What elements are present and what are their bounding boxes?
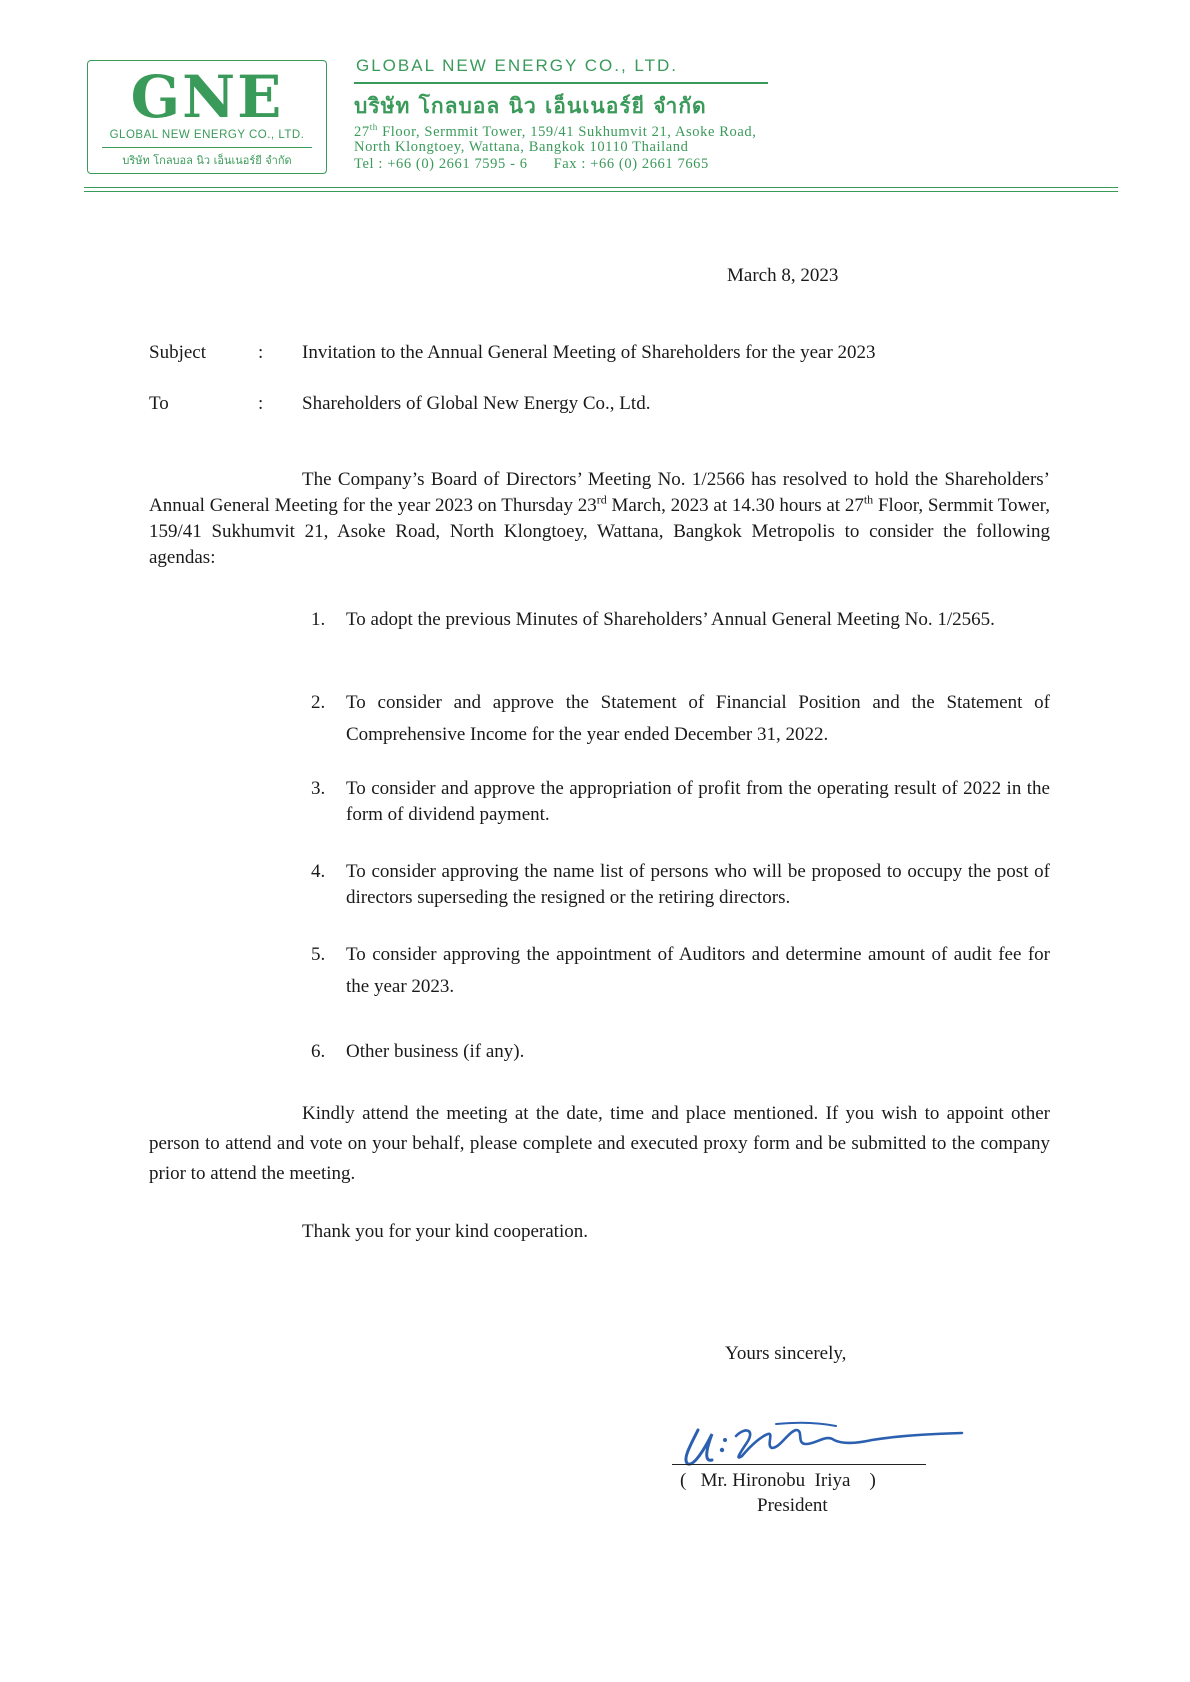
agenda-item: To consider and approve the appropriation of profit from the operating result of 2022 in the form of dividend payment. [346,778,1050,825]
agenda-number: 6. [311,1041,326,1062]
company-address-line2: North Klongtoey, Wattana, Bangkok 10110 Thailand [354,139,689,155]
signer-name: Mr. Hironobu Iriya [700,1470,851,1491]
subject-value: Invitation to the Annual General Meeting of Shareholders for the year 2023 [302,342,876,363]
intro-sup-2: th [863,492,874,507]
company-fax: Fax : +66 (0) 2661 7665 [553,156,709,172]
to-colon: : [258,393,264,414]
company-logo [87,60,327,174]
agenda-item: To adopt the previous Minutes of Shareholders’ Annual General Meeting No. 1/2565. [346,609,995,630]
logo-divider [102,147,312,148]
logo-name-en: GLOBAL NEW ENERGY CO., LTD. [109,129,305,141]
intro-paragraph [149,467,1050,571]
thanks-line: Thank you for your kind cooperation. [302,1221,588,1242]
letter-date: March 8, 2023 [727,265,839,286]
agenda-number: 5. [311,944,326,965]
subject-label: Subject [149,342,206,363]
intro-sup-1: rd [596,492,607,507]
logo-mark: GNE [130,63,284,131]
agenda-number: 1. [311,609,326,630]
signer-title: President [757,1495,828,1516]
address-floor-suffix: th [369,122,378,132]
handwritten-signature [676,1400,976,1470]
agenda-item: To consider and approve the Statement of Financial Position and the Statement of Comprehensive Income for the year ended December 31, 2022. [346,692,1050,745]
address-floor: 27 [354,123,370,140]
company-tel: Tel : +66 (0) 2661 7595 - 6 [354,156,528,172]
company-contact [354,156,709,173]
intro-text-1: The Company’s Board of Directors’ Meeting No. 1/2566 has resolved to hold the Shareholders’ Annual General Meeting for the year 2023 on Thursday 23 [149,469,1050,516]
letterhead-divider-bottom [84,191,1118,192]
company-name-th: บริษัท โกลบอล นิว เอ็นเนอร์ยี จำกัด [354,94,707,118]
signer-name-line [680,1468,876,1494]
sign-off: Yours sincerely, [725,1343,847,1364]
agenda-number: 3. [311,778,326,799]
company-name-divider [354,82,768,84]
subject-colon: : [258,342,264,363]
logo-name-th: บริษัท โกลบอล นิว เอ็นเนอร์ยี จำกัด [122,154,292,167]
agenda-item: To consider approving the appointment of Auditors and determine amount of audit fee for the year 2023. [346,944,1050,997]
closing-paragraph: Kindly attend the meeting at the date, time and place mentioned. If you wish to appoint other person to attend and vote on your behalf, please complete and executed proxy form and be submitted to the company prior to attend the meeting. [149,1103,1050,1184]
agenda-number: 4. [311,861,326,882]
to-label: To [149,393,169,414]
paren-close: ) [869,1470,876,1491]
intro-text-2: March, 2023 at 14.30 hours at 27 [606,495,864,516]
paren-open: ( [680,1470,687,1491]
company-name-en: GLOBAL NEW ENERGY CO., LTD. [356,56,678,75]
letterhead-divider-top [84,187,1118,188]
agenda-number: 2. [311,692,326,713]
signature-line [672,1464,926,1465]
agenda-item: To consider approving the name list of persons who will be proposed to occupy the post of directors superseding the resigned or the retiring directors. [346,861,1050,908]
intro-text-3: Floor, Sermmit Tower, 159/41 Sukhumvit 21, Asoke Road, North Klongtoey, Wattana, Bangkok Metropolis to consider the following agendas: [149,495,1050,568]
agenda-item: Other business (if any). [346,1041,525,1062]
address-line1-rest: Floor, Sermmit Tower, 159/41 Sukhumvit 21, Asoke Road, [377,123,757,140]
to-value: Shareholders of Global New Energy Co., Ltd. [302,393,651,414]
company-address-line1 [354,122,756,141]
